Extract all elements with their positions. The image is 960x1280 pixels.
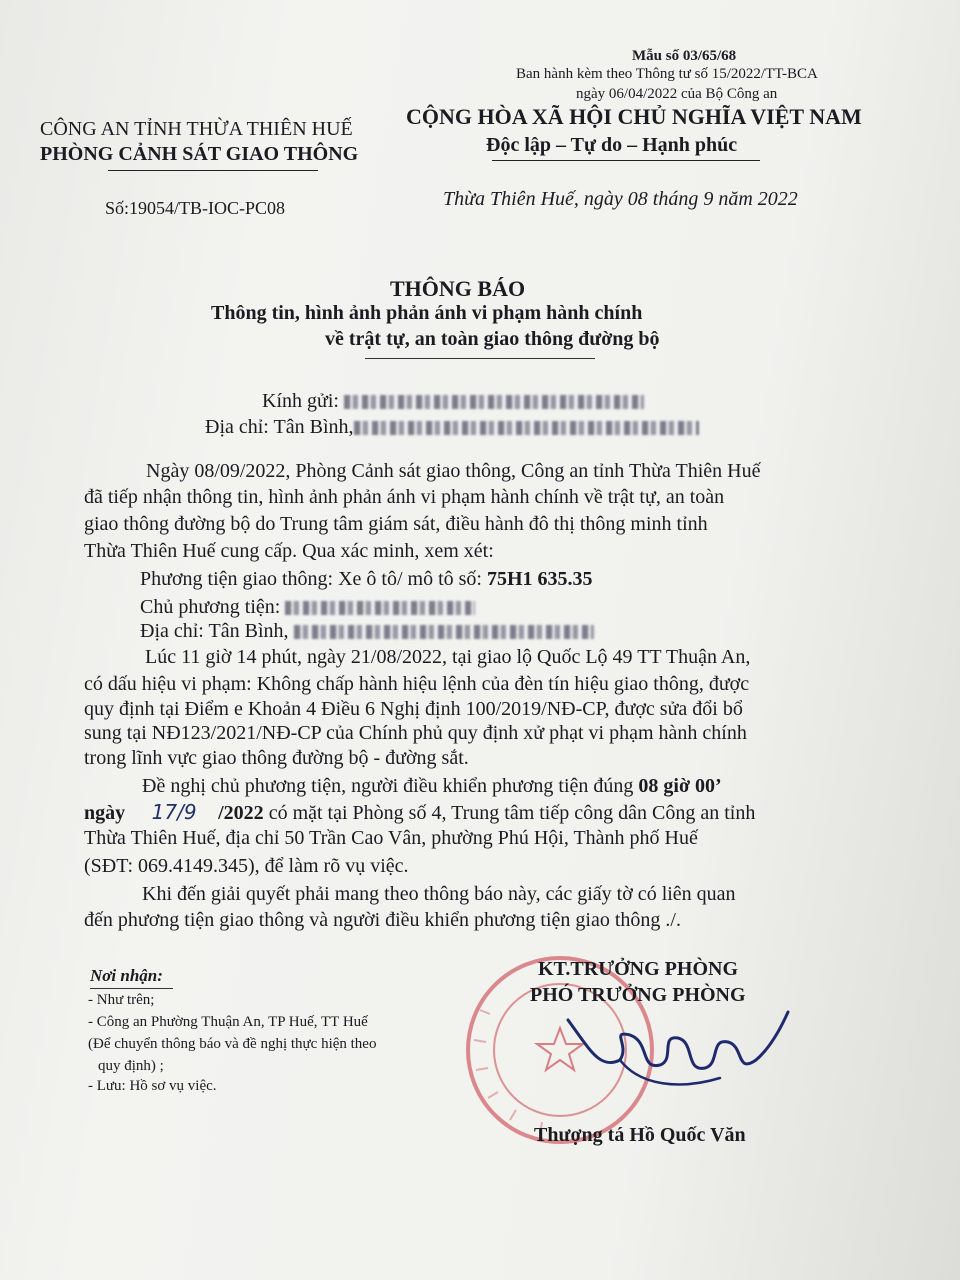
form-code: Mẫu số 03/65/68 — [632, 48, 737, 64]
issued-with-line2: ngày 06/04/2022 của Bộ Công an — [576, 86, 778, 102]
body-line: giao thông đường bộ do Trung tâm giám sát, điều hành đô thị thông minh tỉnh — [84, 513, 708, 535]
redacted-owner-address — [294, 625, 594, 639]
subtitle-underline — [365, 358, 595, 359]
signature-title-line1: KT.TRƯỞNG PHÒNG — [538, 958, 738, 980]
recipients-heading-underline — [90, 988, 173, 989]
body-line: có dấu hiệu vi phạm: Không chấp hành hiệu lệnh của đèn tín hiệu giao thông, được — [84, 673, 750, 695]
body-line: đến phương tiện giao thông và người điều khiển phương tiện giao thông ./. — [84, 909, 681, 931]
body-line: Ngày 08/09/2022, Phòng Cảnh sát giao thông, Công an tỉnh Thừa Thiên Huế — [146, 460, 761, 482]
place-and-date: Thừa Thiên Huế, ngày 08 tháng 9 năm 2022 — [443, 188, 798, 210]
body-line: Thừa Thiên Huế cung cấp. Qua xác minh, xem xét: — [84, 540, 494, 562]
appointment-line: ngày 17/9 /2022 có mặt tại Phòng số 4, Trung tâm tiếp công dân Công an tỉnh — [84, 800, 756, 824]
owner-line — [140, 596, 475, 619]
body-line: đã tiếp nhận thông tin, hình ảnh phản ánh vi phạm hành chính về trật tự, an toàn — [84, 486, 725, 508]
national-motto: Độc lập – Tự do – Hạnh phúc — [486, 134, 738, 156]
issued-with-line1: Ban hành kèm theo Thông tư số 15/2022/TT-BCA — [516, 66, 818, 82]
address-label: Địa chỉ: Tân Bình, — [205, 416, 354, 438]
owner-address-line — [140, 620, 594, 643]
handwritten-signature — [560, 990, 790, 1100]
body-line: trong lĩnh vực giao thông đường bộ - đường sắt. — [84, 747, 469, 769]
redacted-address — [354, 421, 699, 435]
recipient-label: Kính gửi: — [262, 390, 339, 412]
recipients-item: (Để chuyển thông báo và đề nghị thực hiện theo — [88, 1036, 377, 1052]
recipients-item: - Công an Phường Thuận An, TP Huế, TT Huế — [88, 1014, 368, 1030]
handwritten-date: 17/9 — [151, 800, 197, 824]
address-line — [205, 416, 699, 439]
signature-title-line2: PHÓ TRƯỞNG PHÒNG — [530, 984, 746, 1006]
department-underline — [108, 170, 318, 171]
body-line: Thừa Thiên Huế, địa chỉ 50 Trần Cao Vân, phường Phú Hội, Thành phố Huế — [84, 827, 698, 849]
document-subtitle-line2: về trật tự, an toàn giao thông đường bộ — [325, 328, 660, 350]
document-title: THÔNG BÁO — [390, 276, 526, 301]
body-line: sung tại NĐ123/2021/NĐ-CP của Chính phủ quy định xử phạt vi phạm hành chính — [84, 722, 747, 744]
recipient-line — [262, 390, 644, 413]
owner-label: Chủ phương tiện: — [140, 596, 286, 618]
signer-name: Thượng tá Hồ Quốc Văn — [534, 1124, 746, 1146]
vehicle-label: Phương tiện giao thông: Xe ô tô/ mô tô số: — [140, 568, 487, 590]
body-line: Lúc 11 giờ 14 phút, ngày 21/08/2022, tại giao lộ Quốc Lộ 49 TT Thuận An, — [145, 646, 751, 668]
owner-address-label: Địa chỉ: Tân Bình, — [140, 620, 294, 642]
body-line: Đề nghị chủ phương tiện, người điều khiển phương tiện đúng 08 giờ 00’ — [142, 775, 722, 797]
body-line: quy định tại Điểm e Khoản 4 Điều 6 Nghị định 100/2019/NĐ-CP, được sửa đổi bổ — [84, 698, 743, 720]
body-line: (SĐT: 069.4149.345), để làm rõ vụ việc. — [84, 855, 409, 877]
vehicle-line — [140, 568, 593, 591]
agency-name: CÔNG AN TỈNH THỪA THIÊN HUẾ — [40, 118, 353, 140]
country-name: CỘNG HÒA XÃ HỘI CHỦ NGHĨA VIỆT NAM — [406, 104, 862, 129]
document-number: Số:19054/TB-IOC-PC08 — [105, 198, 286, 218]
document-subtitle-line1: Thông tin, hình ảnh phản ánh vi phạm hành chính — [211, 302, 643, 324]
recipients-item: - Lưu: Hồ sơ vụ việc. — [88, 1078, 217, 1094]
body-line: Khi đến giải quyết phải mang theo thông báo này, các giấy tờ có liên quan — [142, 883, 736, 905]
recipients-heading: Nơi nhận: — [90, 966, 163, 985]
motto-underline — [492, 160, 760, 161]
recipients-item: quy định) ; — [98, 1058, 164, 1074]
recipients-item: - Như trên; — [88, 992, 155, 1008]
redacted-owner — [285, 601, 475, 615]
department-name: PHÒNG CẢNH SÁT GIAO THÔNG — [40, 143, 359, 165]
plate-number: 75H1 635.35 — [486, 568, 593, 590]
redacted-recipient — [344, 395, 644, 409]
